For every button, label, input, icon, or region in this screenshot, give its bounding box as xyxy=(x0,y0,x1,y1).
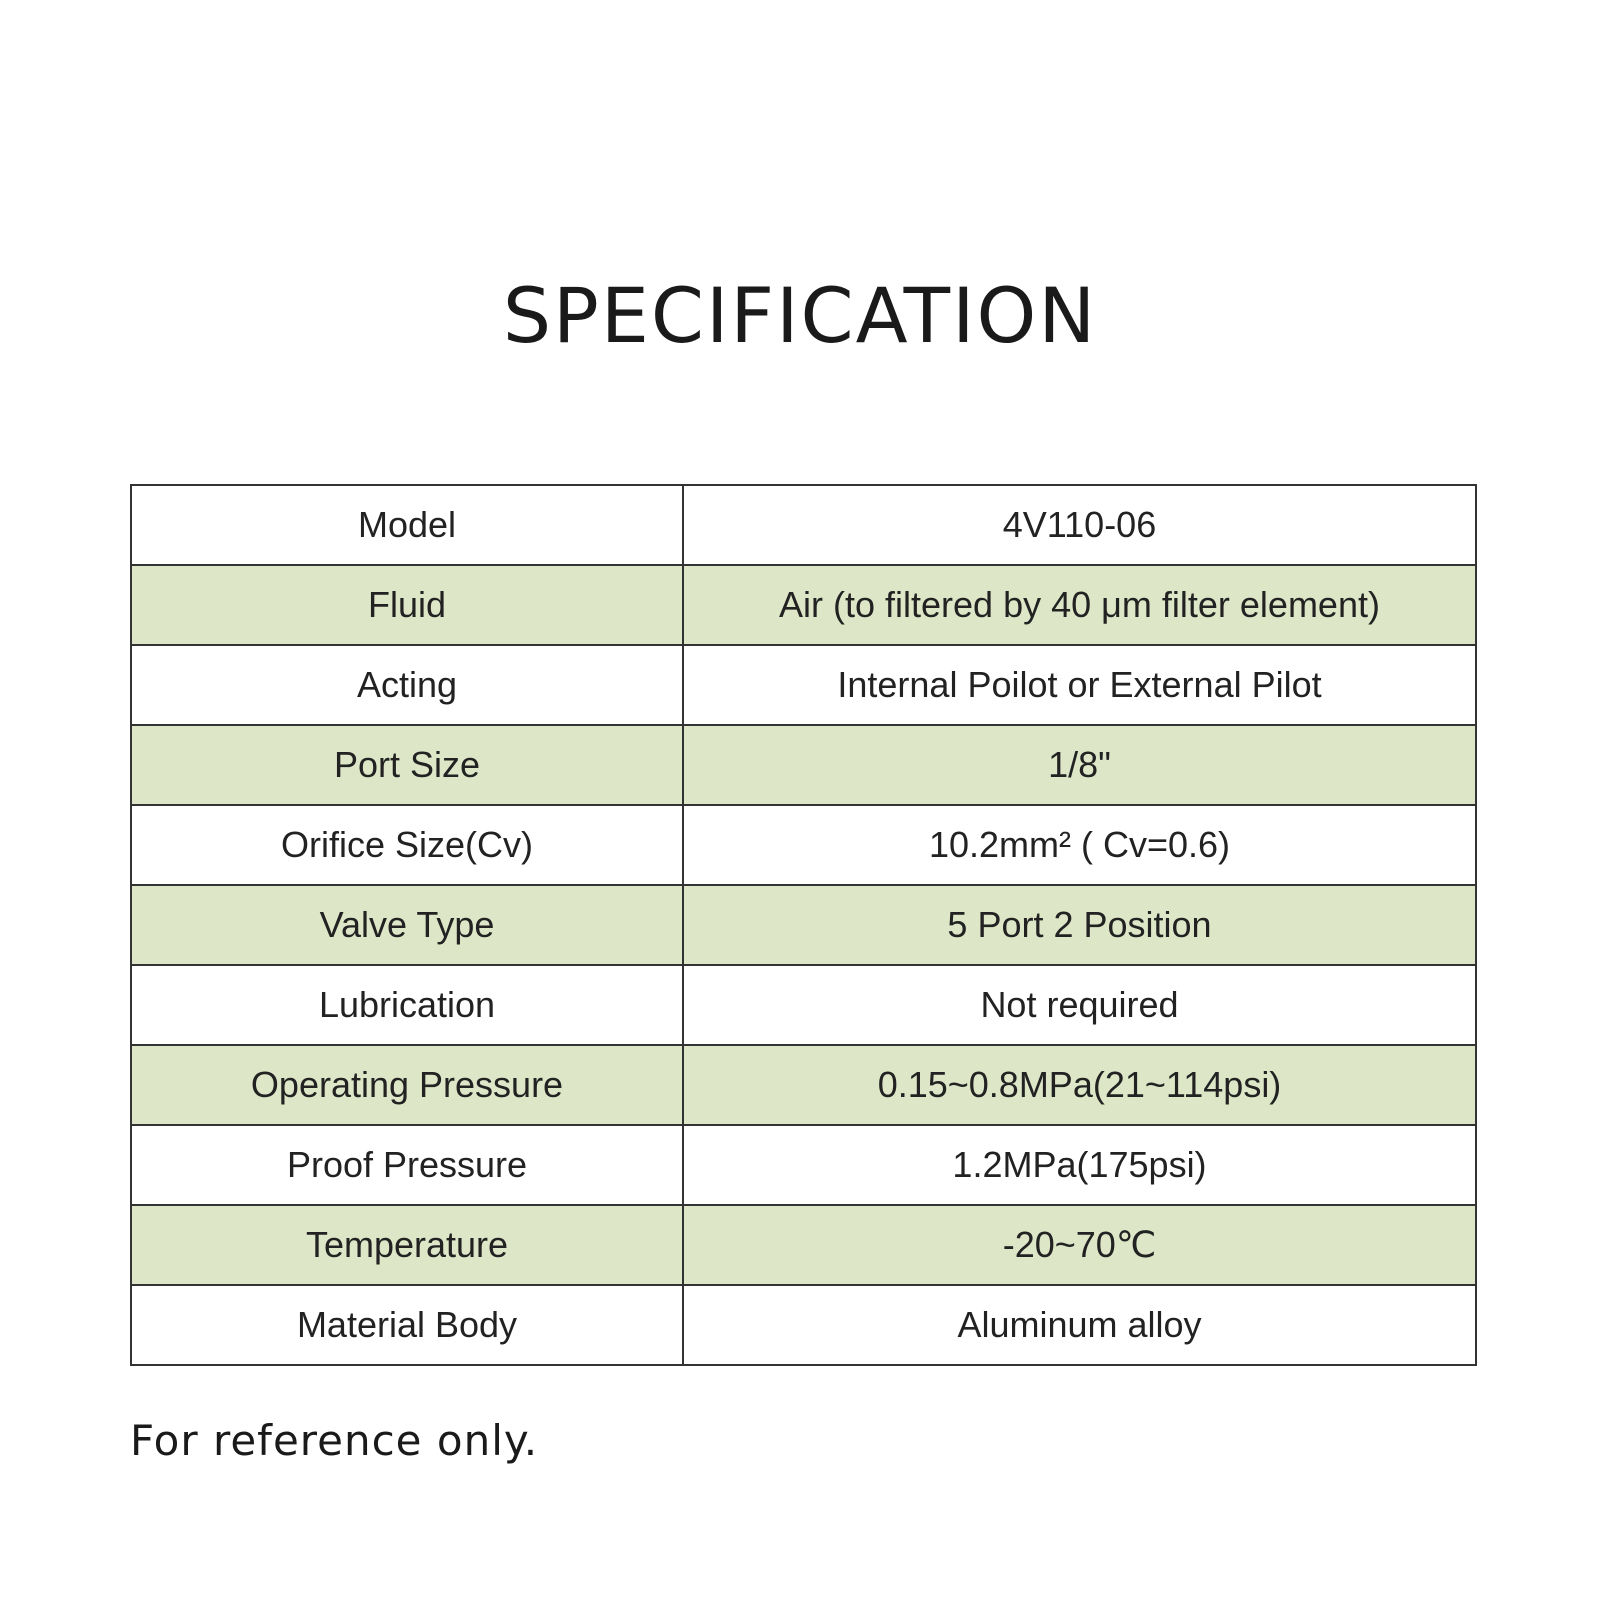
spec-value: Aluminum alloy xyxy=(683,1285,1476,1365)
spec-label: Lubrication xyxy=(131,965,683,1045)
spec-value: 1.2MPa(175psi) xyxy=(683,1125,1476,1205)
table-row xyxy=(131,1125,1476,1205)
spec-label: Proof Pressure xyxy=(131,1125,683,1205)
spec-value: 0.15~0.8MPa(21~114psi) xyxy=(683,1045,1476,1125)
specification-table xyxy=(130,484,1477,1366)
spec-value: 5 Port 2 Position xyxy=(683,885,1476,965)
table-row xyxy=(131,965,1476,1045)
table-row xyxy=(131,1285,1476,1365)
table-row xyxy=(131,725,1476,805)
spec-value: Not required xyxy=(683,965,1476,1045)
spec-label: Port Size xyxy=(131,725,683,805)
spec-label: Fluid xyxy=(131,565,683,645)
page-title: SPECIFICATION xyxy=(502,271,1098,360)
spec-value: Air (to filtered by 40 μm filter element) xyxy=(683,565,1476,645)
spec-value: 10.2mm² ( Cv=0.6) xyxy=(683,805,1476,885)
spec-value: -20~70℃ xyxy=(683,1205,1476,1285)
table-row xyxy=(131,565,1476,645)
spec-label: Material Body xyxy=(131,1285,683,1365)
spec-label: Valve Type xyxy=(131,885,683,965)
spec-value: Internal Poilot or External Pilot xyxy=(683,645,1476,725)
spec-value: 4V110-06 xyxy=(683,485,1476,565)
spec-label: Orifice Size(Cv) xyxy=(131,805,683,885)
table-row xyxy=(131,645,1476,725)
reference-footnote: For reference only. xyxy=(130,1416,539,1465)
spec-label: Operating Pressure xyxy=(131,1045,683,1125)
table-row xyxy=(131,805,1476,885)
spec-value: 1/8" xyxy=(683,725,1476,805)
spec-label: Acting xyxy=(131,645,683,725)
spec-label: Temperature xyxy=(131,1205,683,1285)
table-row xyxy=(131,1045,1476,1125)
table-row xyxy=(131,885,1476,965)
table-row xyxy=(131,485,1476,565)
spec-label: Model xyxy=(131,485,683,565)
table-row xyxy=(131,1205,1476,1285)
